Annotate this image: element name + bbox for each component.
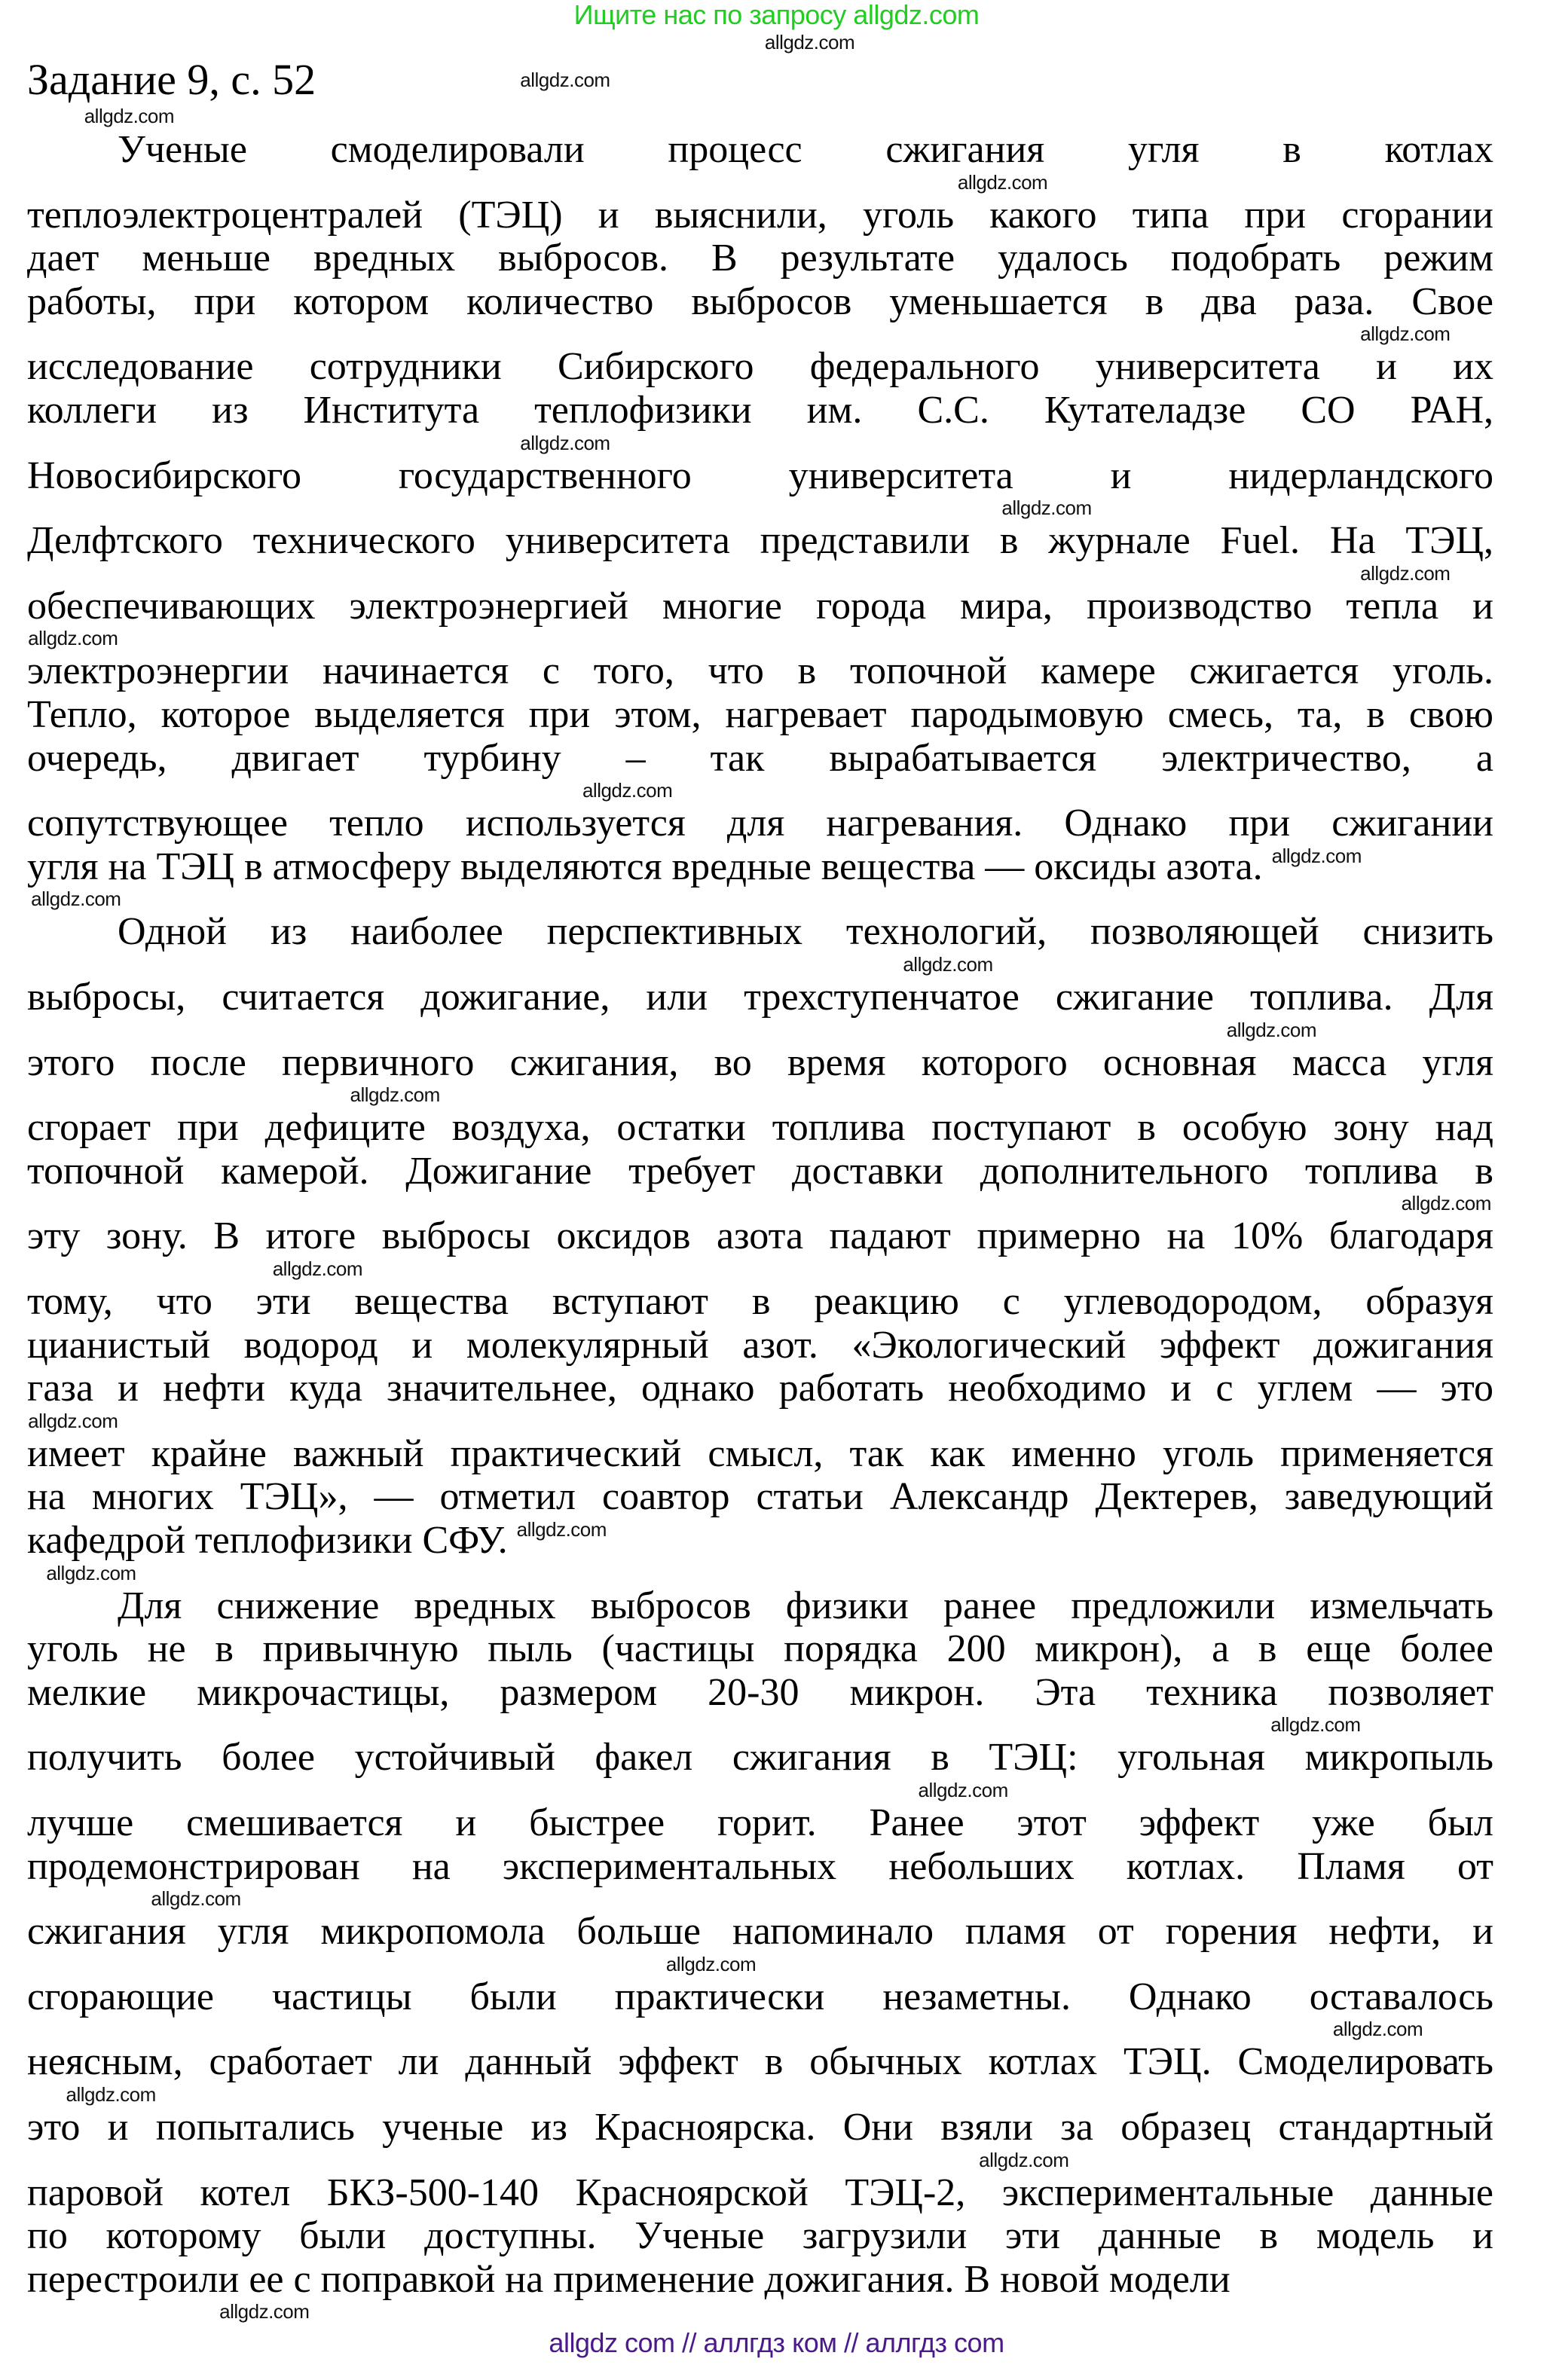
paragraph-3-line (27, 1671, 1493, 1715)
line-text: работы, при котором количество выбросов уменьшается в два раза. Свое (27, 280, 1493, 323)
watermark-text: allgdz.com (764, 31, 855, 53)
watermark-text: allgdz.com (28, 627, 118, 650)
paragraph-2-line (27, 1041, 1493, 1085)
line-text: очередь, двигает турбину – так вырабатывается электричество, а (27, 736, 1493, 780)
line-text: уголь не в привычную пыль (частицы порядка 200 микрон), а в еще более (27, 1627, 1493, 1671)
paragraph-2-line (27, 1432, 1493, 1476)
watermark-text: allgdz.com (1401, 1192, 1491, 1215)
paragraph-2-line (27, 976, 1493, 1019)
paragraph-1-line (27, 519, 1493, 563)
paragraph-1-line (27, 585, 1493, 628)
watermark-text: allgdz.com (46, 1561, 136, 1584)
line-text: неясным, сработает ли данный эффект в обычных котлах ТЭЦ. Смоделировать (27, 2040, 1493, 2084)
watermark-text: allgdz.com (516, 1518, 607, 1541)
line-text: электроэнергии начинается с того, что в топочной камере сжигается уголь. (27, 649, 1493, 693)
line-text: продемонстрирован на экспериментальных небольших котлах. Пламя от (27, 1844, 1493, 1888)
watermark-text: allgdz.com (979, 2148, 1069, 2171)
line-text: Одной из наиболее перспективных технологий, позволяющей снизить (118, 910, 1493, 954)
line-text: по которому были доступны. Ученые загрузили эти данные в модель и (27, 2214, 1493, 2258)
footer-banner: allgdz com // аллгдз ком // аллгдз com (549, 2327, 1004, 2358)
paragraph-1-line (27, 845, 1493, 889)
line-text: Делфтского технического университета представили в журнале Fuel. На ТЭЦ, (27, 519, 1493, 563)
line-text: газа и нефти куда значительнее, однако работать необходимо и с углем — это (27, 1367, 1493, 1410)
line-text: получить более устойчивый факел сжигания в ТЭЦ: угольная микропыль (27, 1736, 1493, 1780)
paragraph-1-line (27, 737, 1493, 781)
paragraph-3-line (27, 2171, 1493, 2215)
watermark-text: allgdz.com (1360, 561, 1451, 585)
paragraph-3-line (118, 1584, 1493, 1628)
paragraph-2-line (27, 1475, 1493, 1519)
line-text: исследование сотрудники Сибирского федерального университета и их (27, 345, 1493, 389)
line-text: лучше смешивается и быстрее горит. Ранее этот эффект уже был (27, 1801, 1493, 1844)
paragraph-2-line (118, 910, 1493, 954)
line-text: Тепло, которое выделяется при этом, нагревает пародымовую смесь, та, в свою (27, 693, 1493, 736)
paragraph-1-line (27, 194, 1493, 237)
line-text: коллеги из Института теплофизики им. С.С. Кутателадзе СО РАН, (27, 389, 1493, 432)
line-text: выбросы, считается дожигание, или трехступенчатое сжигание топлива. Для (27, 976, 1493, 1019)
watermark-text: allgdz.com (350, 1083, 440, 1107)
watermark-text: allgdz.com (28, 1409, 118, 1432)
search-promo-banner: Ищите нас по запросу allgdz.com (573, 0, 980, 30)
watermark-text: allgdz.com (219, 2300, 310, 2323)
paragraph-2-line (27, 1324, 1493, 1367)
line-text: обеспечивающих электроэнергией многие города мира, производство тепла и (27, 584, 1493, 628)
paragraph-3-line (27, 1736, 1493, 1780)
line-text: Новосибирского государственного университета и нидерландского (27, 454, 1493, 497)
watermark-text: allgdz.com (1270, 1713, 1361, 1737)
watermark-text: allgdz.com (1360, 322, 1451, 346)
paragraph-3-line (27, 2040, 1493, 2084)
watermark-text: allgdz.com (272, 1257, 362, 1280)
paragraph-1-line (27, 389, 1493, 432)
watermark-text: allgdz.com (520, 431, 610, 454)
paragraph-1-line (27, 280, 1493, 324)
paragraph-2-line (27, 1367, 1493, 1410)
line-text: тому, что эти вещества вступают в реакцию с углеводородом, образуя (27, 1280, 1493, 1323)
watermark-text: allgdz.com (903, 953, 993, 976)
line-text: этого после первичного сжигания, во время которого основная масса угля (27, 1040, 1493, 1084)
watermark-text: allgdz.com (1271, 844, 1362, 867)
line-text: перестроили ее с поправкой на применение дожигания. В новой модели (27, 2257, 1230, 2301)
line-text: сгорающие частицы были практически незаметны. Однако оставалось (27, 1975, 1493, 2018)
line-text: имеет крайне важный практический смысл, так как именно уголь применяется (27, 1431, 1493, 1475)
watermark-text: allgdz.com (1001, 496, 1092, 520)
paragraph-2-line (27, 1519, 1493, 1563)
watermark-text: allgdz.com (582, 779, 673, 802)
paragraph-3-line (27, 2106, 1493, 2149)
paragraph-3-line (27, 1910, 1493, 1954)
watermark-text: allgdz.com (151, 1887, 241, 1911)
watermark-text: allgdz.com (918, 1779, 1008, 1801)
paragraph-3-line (27, 1801, 1493, 1845)
paragraph-1-line (27, 649, 1493, 693)
paragraph-2-line (27, 1106, 1493, 1150)
line-text: дает меньше вредных выбросов. В результате удалось подобрать режим (27, 237, 1493, 280)
paragraph-3-line (27, 1975, 1493, 2019)
paragraph-1-line (27, 345, 1493, 389)
watermark-text: allgdz.com (957, 170, 1048, 194)
watermark-text: allgdz.com (84, 105, 174, 127)
line-text: сжигания угля микропомола больше напоминало пламя от горения нефти, и (27, 1910, 1493, 1954)
watermark-text: allgdz.com (1226, 1018, 1317, 1041)
line-text: угля на ТЭЦ в атмосферу выделяются вредные вещества — оксиды азота. (27, 845, 1263, 888)
paragraph-1-line (27, 693, 1493, 737)
paragraph-2-line (27, 1214, 1493, 1258)
paragraph-2-line (27, 1280, 1493, 1324)
line-text: Ученые смоделировали процесс сжигания угля в котлах (118, 128, 1493, 171)
line-text: Для снижение вредных выбросов физики ранее предложили измельчать (118, 1584, 1493, 1627)
paragraph-3-line (27, 2258, 1493, 2302)
task-title: Задание 9, с. 52 (27, 55, 316, 104)
paragraph-1-line (27, 802, 1493, 845)
line-text: кафедрой теплофизики СФУ. (27, 1519, 508, 1562)
paragraph-1-line (27, 237, 1493, 280)
line-text: теплоэлектроцентралей (ТЭЦ) и выяснили, уголь какого типа при сгорании (27, 193, 1493, 237)
line-text: топочной камерой. Дожигание требует доставки дополнительного топлива в (27, 1149, 1493, 1193)
paragraph-1-line (27, 454, 1493, 498)
paragraph-3-line (27, 1845, 1493, 1889)
paragraph-2-line (27, 1150, 1493, 1193)
line-text: паровой котел БКЗ-500-140 Красноярской ТЭЦ-2, экспериментальные данные (27, 2171, 1493, 2214)
paragraph-1-line (118, 128, 1493, 172)
paragraph-3-line (27, 1627, 1493, 1671)
watermark-text: allgdz.com (665, 1952, 757, 1975)
line-text: цианистый водород и молекулярный азот. «Экологический эффект дожигания (27, 1323, 1493, 1367)
line-text: мелкие микрочастицы, размером 20-30 микрон. Эта техника позволяет (27, 1670, 1493, 1714)
line-text: сопутствующее тепло используется для нагревания. Однако при сжигании (27, 802, 1493, 845)
line-text: сгорает при дефиците воздуха, остатки топлива поступают в особую зону над (27, 1106, 1493, 1150)
line-text: на многих ТЭЦ», — отметил соавтор статьи Александр Дектерев, заведующий (27, 1475, 1493, 1519)
paragraph-3-line (27, 2214, 1493, 2258)
line-text: это и попытались ученые из Красноярска. Они взяли за образец стандартный (27, 2106, 1493, 2149)
watermark-text: allgdz.com (1332, 2018, 1423, 2041)
watermark-text: allgdz.com (520, 69, 610, 91)
line-text: эту зону. В итоге выбросы оксидов азота падают примерно на 10% благодаря (27, 1214, 1493, 1258)
watermark-text: allgdz.com (31, 888, 121, 911)
watermark-text: allgdz.com (66, 2083, 156, 2106)
